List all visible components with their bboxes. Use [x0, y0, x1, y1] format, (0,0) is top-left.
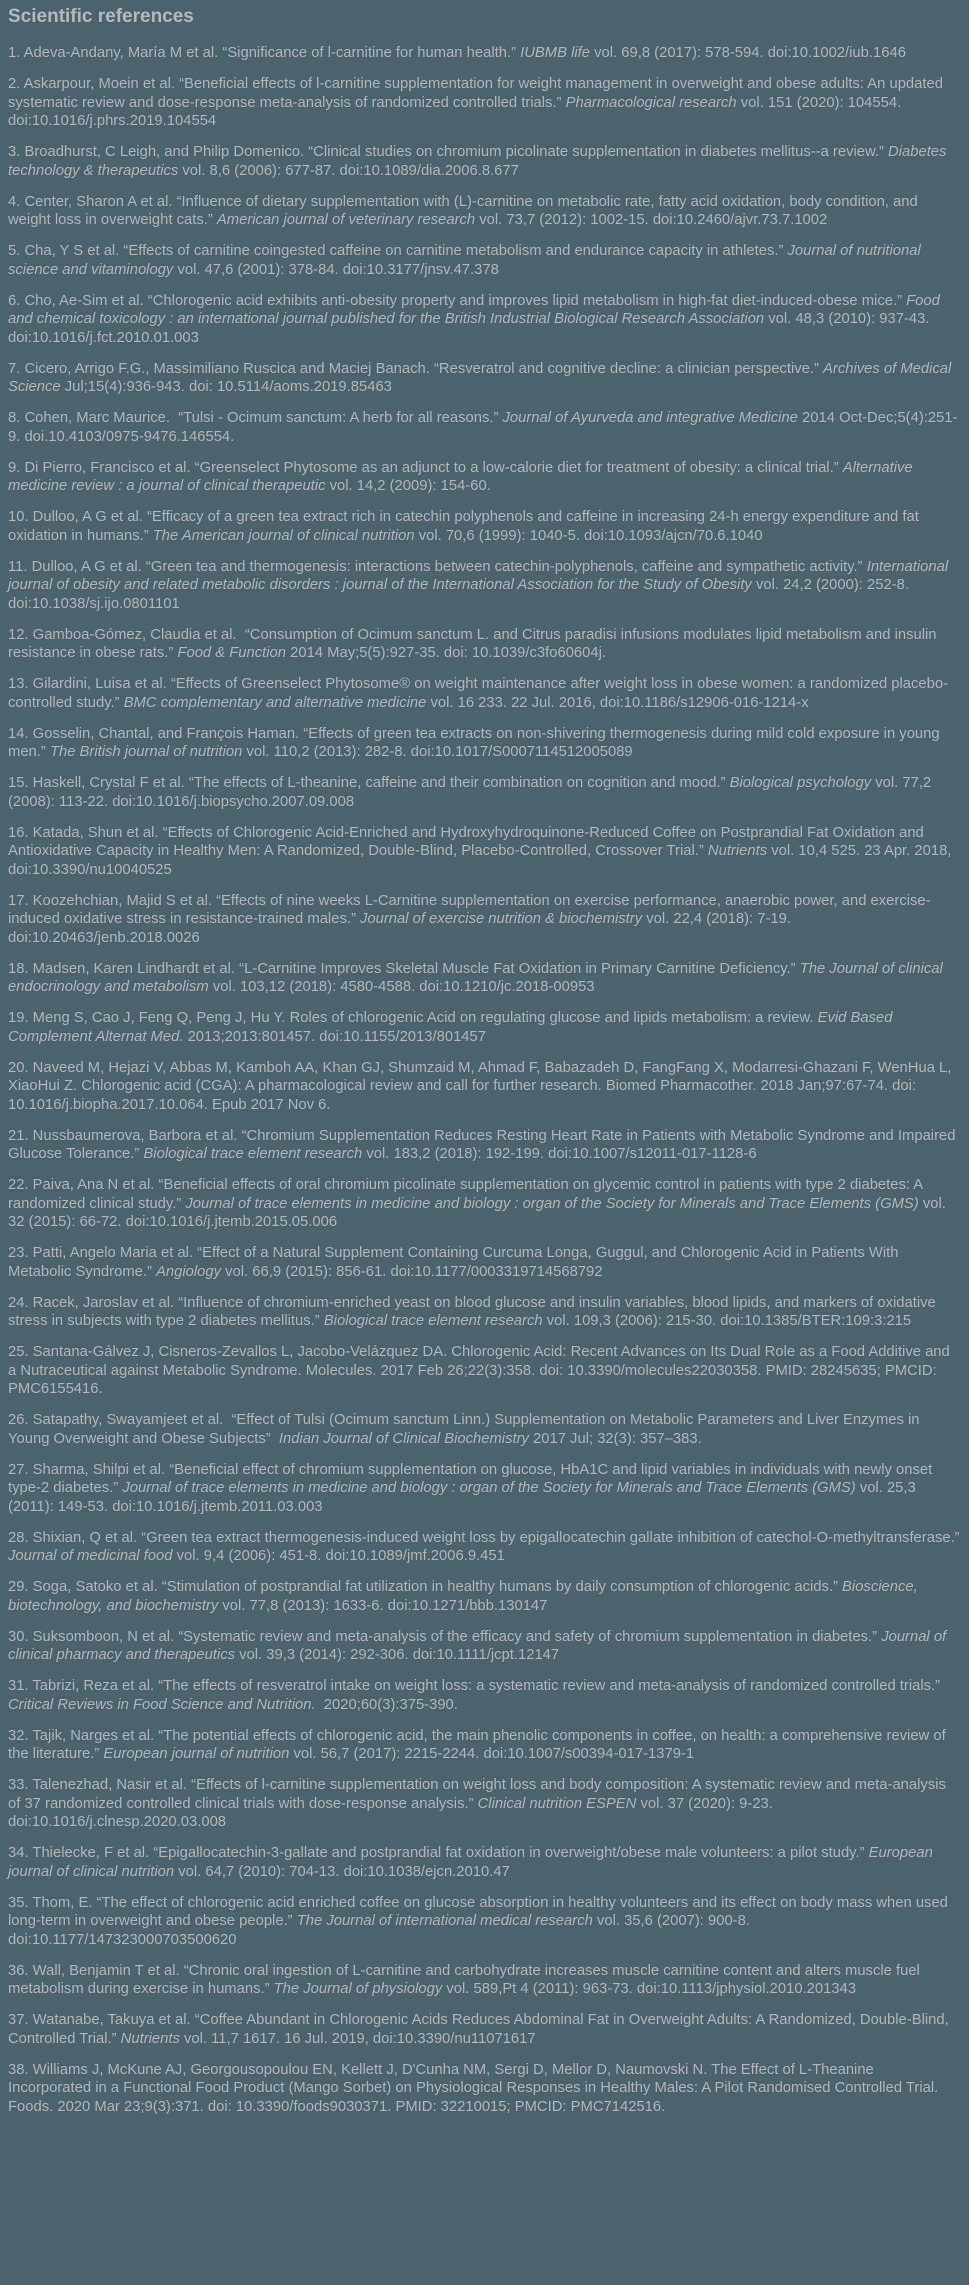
- reference-text: vol. 16 233. 22 Jul. 2016, doi:10.1186/s12906-016-1214-x: [426, 694, 809, 711]
- reference-text: 28. Shixian, Q et al. “Green tea extract thermogenesis-induced weight loss by epigallocatechin gallate inhibition of catechol-O-methyltransferase.”: [8, 1529, 964, 1546]
- reference-text: 25. Santana-Gálvez J, Cisneros-Zevallos L, Jacobo-Velázquez DA. Chlorogenic Acid: Recent Advances on Its Dual Role as a Food Additive and a Nutraceutical against Metabolic Syndrome. Molecules. 2017 Feb 26;22(3):358. doi: 10.3390/molecules22030358. PMID: 28245635; PMCID: PMC6155416.: [8, 1344, 954, 1397]
- reference-item: [8, 892, 960, 948]
- reference-text: 26. Satapathy, Swayamjeet et al. “Effect of Tulsi (Ocimum sanctum Linn.) Supplementation on Metabolic Parameters and Liver Enzymes in Young Overweight and Obese Subjects”: [8, 1412, 924, 1447]
- journal-name: Journal of Ayurveda and integrative Medicine: [502, 410, 798, 426]
- reference-item: [8, 143, 960, 180]
- references-list: [8, 44, 964, 2116]
- reference-text: 13. Gilardini, Luisa et al. “Effects of Greenselect Phytosome® on weight maintenance after weight loss in obese women: a randomized placebo-controlled study.”: [8, 676, 949, 711]
- reference-text: vol. 48,3 (2010): 937-43. doi:10.1016/j.fct.2010.01.003: [8, 311, 934, 346]
- reference-item: [8, 1411, 960, 1448]
- reference-text: 31. Tabrizi, Reza et al. “The effects of resveratrol intake on weight loss: a systematic review and meta-analysis of randomized controlled trials.”: [8, 1678, 945, 1694]
- reference-item: [8, 1059, 960, 1115]
- reference-text: 2013;2013:801457. doi:10.1155/2013/801457: [183, 1028, 486, 1045]
- reference-item: [8, 1244, 960, 1281]
- reference-item: [8, 1461, 960, 1517]
- reference-item: [8, 1578, 960, 1615]
- journal-name: Critical Reviews in Food Science and Nutrition.: [8, 1696, 316, 1713]
- reference-text: vol. 64,7 (2010): 704-13. doi:10.1038/ejcn.2010.47: [174, 1863, 510, 1880]
- reference-item: [8, 725, 960, 762]
- reference-text: 24. Racek, Jaroslav et al. “Influence of chromium-enriched yeast on blood glucose and insulin variables, blood lipids, and markers of oxidative stress in subjects with type 2 diabetes mellitus.”: [8, 1294, 940, 1329]
- reference-text: vol. 110,2 (2013): 282-8. doi:10.1017/S0007114512005089: [242, 744, 633, 760]
- reference-item: [8, 360, 960, 397]
- reference-text: 34. Thielecke, F et al. “Epigallocatechin-3-gallate and postprandial fat oxidation in overweight/obese male volunteers: a pilot study.”: [8, 1845, 869, 1861]
- journal-name: The Journal of physiology: [273, 1981, 443, 1997]
- reference-text: 19. Meng S, Cao J, Feng Q, Peng J, Hu Y. Roles of chlorogenic Acid on regulating glucose and lipids metabolism: a review.: [8, 1010, 818, 1026]
- journal-name: Bioscience, biotechnology, and biochemistry: [8, 1579, 922, 1614]
- reference-text: 18. Madsen, Karen Lindhardt et al. “L-Carnitine Improves Skeletal Muscle Fat Oxidation in Primary Carnitine Deficiency.”: [8, 960, 800, 977]
- reference-item: [8, 1294, 960, 1331]
- journal-name: Nutrients: [707, 843, 768, 859]
- reference-text: 38. Williams J, McKune AJ, Georgousopoulou EN, Kellett J, D'Cunha NM, Sergi D, Mellor D, Naumovski N. The Effect of L-Theanine Incorporated in a Functional Food Product (Mango Sorbet) on Physiological Responses in Healthy Males: A Pilot Randomised Controlled Trial. Foods. 2020 Mar 23;9(3):371. doi: 10.3390/foods9030371. PMID: 32210015; PMCID: PMC7142516.: [8, 2061, 943, 2115]
- reference-item: [8, 1844, 960, 1881]
- reference-text: 9. Di Pierro, Francisco et al. “Greenselect Phytosome as an adjunct to a low-calorie diet for treatment of obesity: a clinical trial.”: [8, 459, 843, 476]
- journal-name: Evid Based Complement Alternat Med.: [8, 1010, 897, 1045]
- reference-item: [8, 1127, 960, 1164]
- reference-item: [8, 44, 960, 63]
- journal-name: The Journal of international medical research: [296, 1913, 593, 1929]
- journal-name: Food & Function: [177, 645, 286, 661]
- page-title: Scientific references: [8, 6, 194, 27]
- reference-text: vol. 25,3 (2011): 149-53. doi:10.1016/j.jtemb.2011.03.003: [8, 1480, 920, 1515]
- reference-item: [8, 960, 960, 997]
- reference-text: 37. Watanabe, Takuya et al. “Coffee Abundant in Chlorogenic Acids Reduces Abdominal Fat in Overweight Adults: A Randomized, Double-Blind, Controlled Trial.”: [8, 2012, 953, 2047]
- reference-text: vol. 10,4 525. 23 Apr. 2018, doi:10.3390/nu10040525: [8, 843, 956, 878]
- reference-text: 20. Naveed M, Hejazi V, Abbas M, Kamboh AA, Khan GJ, Shumzaid M, Ahmad F, Babazadeh D, FangFang X, Modarresi-Ghazani F, WenHua L, XiaoHui Z. Chlorogenic acid (CGA): A pharmacological review and call for further research. Biomed Pharmacother. 2018 Jan;97:67-74. doi: 10.1016/j.biopha.2017.10.064. Epub 2017 Nov 6.: [8, 1059, 956, 1113]
- reference-text: 7. Cicero, Arrigo F.G., Massimiliano Ruscica and Maciej Banach. “Resveratrol and cognitive decline: a clinician perspective.”: [8, 360, 824, 377]
- journal-name: Nutrients: [120, 2030, 180, 2047]
- reference-text: 22. Paiva, Ana N et al. “Beneficial effects of oral chromium picolinate supplementation on glycemic control in patients with type 2 diabetes: A randomized clinical study.”: [8, 1177, 927, 1212]
- reference-text: 5. Cha, Y S et al. “Effects of carnitine coingested caffeine on carnitine metabolism and endurance capacity in athletes.”: [8, 243, 788, 259]
- journal-name: The American journal of clinical nutrition: [152, 527, 415, 544]
- journal-name: BMC complementary and alternative medicine: [123, 694, 427, 711]
- reference-text: 36. Wall, Benjamin T et al. “Chronic oral ingestion of L-carnitine and carbohydrate increases muscle carnitine content and alters muscle fuel metabolism during exercise in humans.”: [8, 1962, 924, 1997]
- journal-name: Journal of medicinal food: [8, 1548, 173, 1564]
- journal-name: American journal of veterinary research: [216, 212, 476, 228]
- reference-item: [8, 675, 960, 712]
- reference-text: vol. 56,7 (2017): 2215-2244. doi:10.1007/s00394-017-1379-1: [289, 1746, 695, 1762]
- reference-text: vol. 77,8 (2013): 1633-6. doi:10.1271/bbb.130147: [218, 1597, 548, 1614]
- journal-name: Biological trace element research: [143, 1146, 363, 1162]
- reference-text: 12. Gamboa-Gómez, Claudia et al. “Consumption of Ocimum sanctum L. and Citrus paradisi infusions modulates lipid metabolism and insulin resistance in obese rats.”: [8, 626, 941, 661]
- reference-text: 29. Soga, Satoko et al. “Stimulation of postprandial fat utilization in healthy humans by daily consumption of chlorogenic acids.”: [8, 1579, 843, 1595]
- journal-name: IUBMB life: [520, 45, 591, 61]
- reference-item: [8, 1176, 960, 1232]
- journal-name: Journal of trace elements in medicine and biology : organ of the Society for Minerals and Trace Elements (GMS): [122, 1480, 856, 1496]
- reference-item: [8, 1529, 964, 1566]
- reference-text: 33. Talenezhad, Nasir et al. “Effects of l-carnitine supplementation on weight loss and body composition: A systematic review and meta-analysis of 37 randomized controlled clinical trials with dose-response analysis.”: [8, 1777, 951, 1812]
- reference-item: [8, 508, 960, 545]
- journal-name: Alternative medicine review : a journal of clinical therapeutic: [8, 459, 917, 494]
- reference-text: 2014 Oct-Dec;5(4):251-9. doi.10.4103/0975-9476.146554.: [8, 410, 958, 445]
- reference-text: 30. Suksomboon, N et al. “Systematic review and meta-analysis of the efficacy and safety of chromium supplementation in diabetes.”: [8, 1628, 882, 1645]
- reference-item: [8, 1677, 960, 1714]
- reference-text: 17. Koozehchian, Majid S et al. “Effects of nine weeks L-Carnitine supplementation on exercise performance, anaerobic power, and exercise-induced oxidative stress in resistance-trained males.”: [8, 892, 931, 927]
- reference-text: 32. Tajik, Narges et al. “The potential effects of chlorogenic acid, the main phenolic components in coffee, on health: a comprehensive review of the literature.”: [8, 1727, 950, 1762]
- reference-text: vol. 589,Pt 4 (2011): 963-73. doi:10.1113/jphysiol.2010.201343: [442, 1981, 857, 1997]
- reference-text: 1. Adeva-Andany, María M et al. “Significance of l-carnitine for human health.”: [8, 45, 521, 61]
- reference-text: vol. 69,8 (2017): 578-594. doi:10.1002/iub.1646: [590, 45, 906, 61]
- reference-text: 2. Askarpour, Moein et al. “Beneficial effects of l-carnitine supplementation for weight management in overweight and obese adults: An updated systematic review and dose-response meta-analysis of randomized controlled trials.”: [8, 76, 948, 111]
- journal-name: Pharmacological research: [565, 94, 737, 111]
- reference-text: 23. Patti, Angelo Maria et al. “Effect of a Natural Supplement Containing Curcuma Longa, Guggul, and Chlorogenic Acid in Patients With Metabolic Syndrome.”: [8, 1245, 903, 1280]
- reference-item: [8, 774, 960, 811]
- reference-text: 11. Dulloo, A G et al. “Green tea and thermogenesis: interactions between catechin-polyphenols, caffeine and sympathetic activity.”: [8, 558, 867, 575]
- reference-item: [8, 1628, 960, 1665]
- reference-text: vol. 109,3 (2006): 215-30. doi:10.1385/BTER:109:3:215: [542, 1313, 912, 1329]
- reference-text: 21. Nussbaumerova, Barbora et al. “Chromium Supplementation Reduces Resting Heart Rate in Patients with Metabolic Syndrome and Impaired Glucose Tolerance.”: [8, 1127, 960, 1162]
- reference-text: vol. 14,2 (2009): 154-60.: [325, 478, 491, 494]
- reference-text: Jul;15(4):936-943. doi: 10.5114/aoms.2019.85463: [60, 379, 392, 395]
- reference-text: vol. 151 (2020): 104554. doi:10.1016/j.phrs.2019.104554: [8, 94, 906, 129]
- reference-text: 35. Thom, E. “The effect of chlorogenic acid enriched coffee on glucose absorption in healthy volunteers and its effect on body mass when used long-term in overweight and obese people.”: [8, 1894, 953, 1929]
- reference-item: [8, 459, 960, 496]
- reference-text: vol. 11,7 1617. 16 Jul. 2019, doi:10.3390/nu11071617: [179, 2030, 536, 2047]
- reference-text: 2020;60(3):375-390.: [315, 1696, 458, 1713]
- reference-item: [8, 292, 960, 348]
- reference-text: vol. 103,12 (2018): 4580-4588. doi:10.1210/jc.2018-00953: [208, 979, 595, 995]
- reference-item: [8, 558, 960, 614]
- journal-name: Food and chemical toxicology : an international journal published for the British Industrial Biological Research Association: [8, 292, 944, 327]
- reference-text: 27. Sharma, Shilpi et al. “Beneficial effect of chromium supplementation on glucose, HbA1C and lipid variables in individuals with newly onset type-2 diabetes.”: [8, 1461, 937, 1496]
- journal-name: Clinical nutrition ESPEN: [477, 1795, 637, 1812]
- reference-text: vol. 24,2 (2000): 252-8. doi:10.1038/sj.ijo.0801101: [8, 577, 914, 612]
- reference-item: [8, 409, 960, 446]
- journal-name: European journal of clinical nutrition: [8, 1845, 937, 1880]
- reference-item: [8, 626, 960, 663]
- reference-text: 15. Haskell, Crystal F et al. “The effects of L-theanine, caffeine and their combination on cognition and mood.”: [8, 775, 730, 791]
- journal-name: Journal of exercise nutrition & biochemistry: [360, 911, 643, 927]
- journal-name: The British journal of nutrition: [49, 744, 243, 760]
- reference-text: vol. 77,2 (2008): 113-22. doi:10.1016/j.biopsycho.2007.09.008: [8, 775, 936, 810]
- journal-name: Journal of clinical pharmacy and therapeutics: [8, 1628, 951, 1663]
- reference-text: vol. 73,7 (2012): 1002-15. doi:10.2460/ajvr.73.7.1002: [475, 212, 828, 228]
- journal-name: Journal of nutritional science and vitaminology: [8, 243, 925, 278]
- journal-name: Biological psychology: [729, 775, 872, 791]
- reference-text: vol. 9,4 (2006): 451-8. doi:10.1089/jmf.2006.9.451: [172, 1548, 505, 1564]
- reference-text: vol. 8,6 (2006): 677-87. doi:10.1089/dia.2006.8.677: [178, 162, 519, 179]
- reference-text: 4. Center, Sharon A et al. “Influence of dietary supplementation with (L)-carnitine on metabolic rate, fatty acid oxidation, body condition, and weight loss in overweight cats.”: [8, 193, 922, 228]
- journal-name: International journal of obesity and related metabolic disorders : journal of the International Association for the Study of Obesity: [8, 558, 953, 593]
- journal-name: Biological trace element research: [323, 1313, 543, 1329]
- reference-item: [8, 2011, 960, 2048]
- reference-item: [8, 824, 960, 880]
- reference-text: 2014 May;5(5):927-35. doi: 10.1039/c3fo60604j.: [286, 645, 607, 661]
- reference-text: vol. 35,6 (2007): 900-8. doi:10.1177/147323000703500620: [8, 1913, 755, 1948]
- reference-text: vol. 70,6 (1999): 1040-5. doi:10.1093/ajcn/70.6.1040: [414, 527, 763, 544]
- reference-text: vol. 32 (2015): 66-72. doi:10.1016/j.jtemb.2015.05.006: [8, 1195, 950, 1230]
- reference-item: [8, 1009, 960, 1046]
- reference-text: 6. Cho, Ae-Sim et al. “Chlorogenic acid exhibits anti-obesity property and improves lipid metabolism in high-fat diet-induced-obese mice.”: [8, 292, 907, 309]
- reference-item: [8, 75, 960, 131]
- reference-text: 2017 Jul; 32(3): 357–383.: [528, 1430, 702, 1447]
- reference-item: [8, 1894, 960, 1950]
- reference-item: [8, 242, 960, 279]
- journal-name: Angiology: [156, 1263, 222, 1280]
- reference-text: vol. 37 (2020): 9-23. doi:10.1016/j.clnesp.2020.03.008: [8, 1795, 778, 1830]
- reference-text: vol. 22,4 (2018): 7-19. doi:10.20463/jenb.2018.0026: [8, 911, 796, 946]
- reference-item: [8, 1727, 960, 1764]
- journal-name: European journal of nutrition: [103, 1746, 290, 1762]
- reference-item: [8, 1343, 960, 1399]
- reference-text: 8. Cohen, Marc Maurice. “Tulsi - Ocimum sanctum: A herb for all reasons.”: [8, 410, 503, 426]
- journal-name: Indian Journal of Clinical Biochemistry: [278, 1430, 529, 1447]
- reference-text: 10. Dulloo, A G et al. “Efficacy of a green tea extract rich in catechin polyphenols and caffeine in increasing 24-h energy expenditure and fat oxidation in humans.”: [8, 509, 923, 544]
- reference-text: 3. Broadhurst, C Leigh, and Philip Domenico. “Clinical studies on chromium picolinate supplementation in diabetes mellitus--a review.”: [8, 144, 889, 160]
- journal-name: Journal of trace elements in medicine and biology : organ of the Society for Minerals and Trace Elements (GMS): [185, 1195, 919, 1212]
- reference-text: vol. 39,3 (2014): 292-306. doi:10.1111/jcpt.12147: [235, 1647, 560, 1663]
- reference-item: [8, 1776, 960, 1832]
- reference-item: [8, 1962, 960, 1999]
- reference-text: vol. 183,2 (2018): 192-199. doi:10.1007/s12011-017-1128-6: [362, 1146, 757, 1162]
- journal-name: Diabetes technology & therapeutics: [8, 144, 951, 179]
- reference-item: [8, 2061, 960, 2117]
- reference-item: [8, 193, 960, 230]
- reference-text: 16. Katada, Shun et al. “Effects of Chlorogenic Acid-Enriched and Hydroxyhydroquinone-Reduced Coffee on Postprandial Fat Oxidation and Antioxidative Capacity in Healthy Men: A Randomized, Double-Blind, Placebo-Controlled, Crossover Trial.”: [8, 824, 928, 859]
- reference-text: vol. 66,9 (2015): 856-61. doi:10.1177/0003319714568792: [221, 1263, 603, 1280]
- reference-text: 14. Gosselin, Chantal, and François Haman. “Effects of green tea extracts on non-shivering thermogenesis during mild cold exposure in young men.”: [8, 725, 944, 760]
- reference-text: vol. 47,6 (2001): 378-84. doi:10.3177/jnsv.47.378: [173, 261, 499, 278]
- journal-name: Archives of Medical Science: [8, 360, 956, 395]
- journal-name: The Journal of clinical endocrinology and metabolism: [8, 960, 947, 995]
